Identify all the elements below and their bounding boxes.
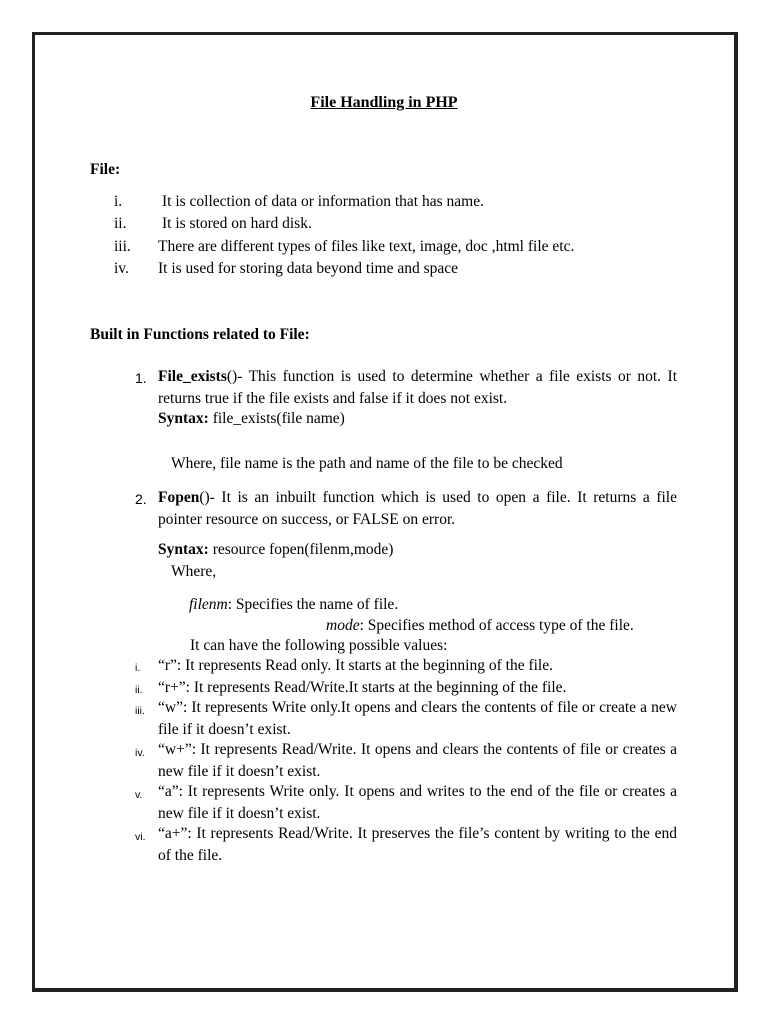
builtin-heading: Built in Functions related to File: (90, 326, 310, 343)
mode-num: iv. (135, 747, 145, 759)
list-item: There are different types of files like text, image, doc ,html file etc. (158, 238, 575, 255)
page-title: File Handling in PHP (310, 94, 458, 111)
func-suffix: ()- (226, 368, 243, 385)
param-name: mode (326, 617, 360, 634)
list-item-num: iii. (114, 238, 131, 255)
func-suffix: ()- (199, 489, 215, 506)
param-desc: : Specifies method of access type of the file. (359, 617, 634, 634)
mode-item: “w+”: It represents Read/Write. It opens and clears the contents of file or creates a new file if it doesn’t exist. (158, 741, 677, 780)
param-mode (326, 615, 634, 637)
func-description: This function is used to determine whether a file exists or not. It returns true if the file exists and false if it does not exist. (158, 368, 677, 407)
func-description: It is an inbuilt function which is used to open a file. It returns a file pointer resource on success, or FALSE on error. (158, 489, 677, 528)
mode-num: v. (135, 789, 143, 801)
where-text: Where, (171, 563, 217, 580)
list-item-num: i. (114, 193, 123, 210)
list-item: It is used for storing data beyond time and space (158, 260, 459, 277)
syntax-text: resource fopen(filenm,mode) (208, 541, 394, 558)
func-number: 2. (135, 491, 147, 507)
func-fopen (158, 487, 677, 531)
mode-num: ii. (135, 684, 143, 696)
func-file-exists (158, 366, 677, 410)
mode-num: vi. (135, 831, 146, 843)
func-number: 1. (135, 370, 147, 386)
where-text: Where, file name is the path and name of the file to be checked (171, 455, 563, 472)
syntax-line (158, 539, 393, 561)
mode-item: “a”: It represents Write only. It opens and writes to the end of the file or creates a new file if it doesn’t exist. (158, 783, 677, 822)
func-name: File_exists (158, 368, 227, 385)
values-intro: It can have the following possible values: (190, 637, 448, 654)
syntax-text: file_exists(file name) (208, 410, 345, 427)
mode-num: iii. (135, 705, 145, 717)
list-item: It is collection of data or information that has name. (162, 193, 484, 210)
mode-num: i. (135, 662, 141, 674)
syntax-label: Syntax: (158, 410, 209, 427)
list-item: It is stored on hard disk. (162, 215, 312, 232)
param-filenm (189, 594, 398, 616)
list-item-num: iv. (114, 260, 129, 277)
syntax-line (158, 408, 345, 430)
list-item-num: ii. (114, 215, 127, 232)
mode-item: “w”: It represents Write only.It opens and clears the contents of file or create a new file if it doesn’t exist. (158, 699, 677, 738)
mode-item: “r+”: It represents Read/Write.It starts at the beginning of the file. (158, 679, 567, 696)
file-heading: File: (90, 161, 121, 178)
syntax-label: Syntax: (158, 541, 209, 558)
func-name: Fopen (158, 489, 200, 506)
param-name: filenm (189, 596, 228, 613)
mode-item: “r”: It represents Read only. It starts at the beginning of the file. (158, 657, 553, 674)
mode-item: “a+”: It represents Read/Write. It preserves the file’s content by writing to the end of the file. (158, 825, 677, 864)
param-desc: : Specifies the name of file. (227, 596, 399, 613)
